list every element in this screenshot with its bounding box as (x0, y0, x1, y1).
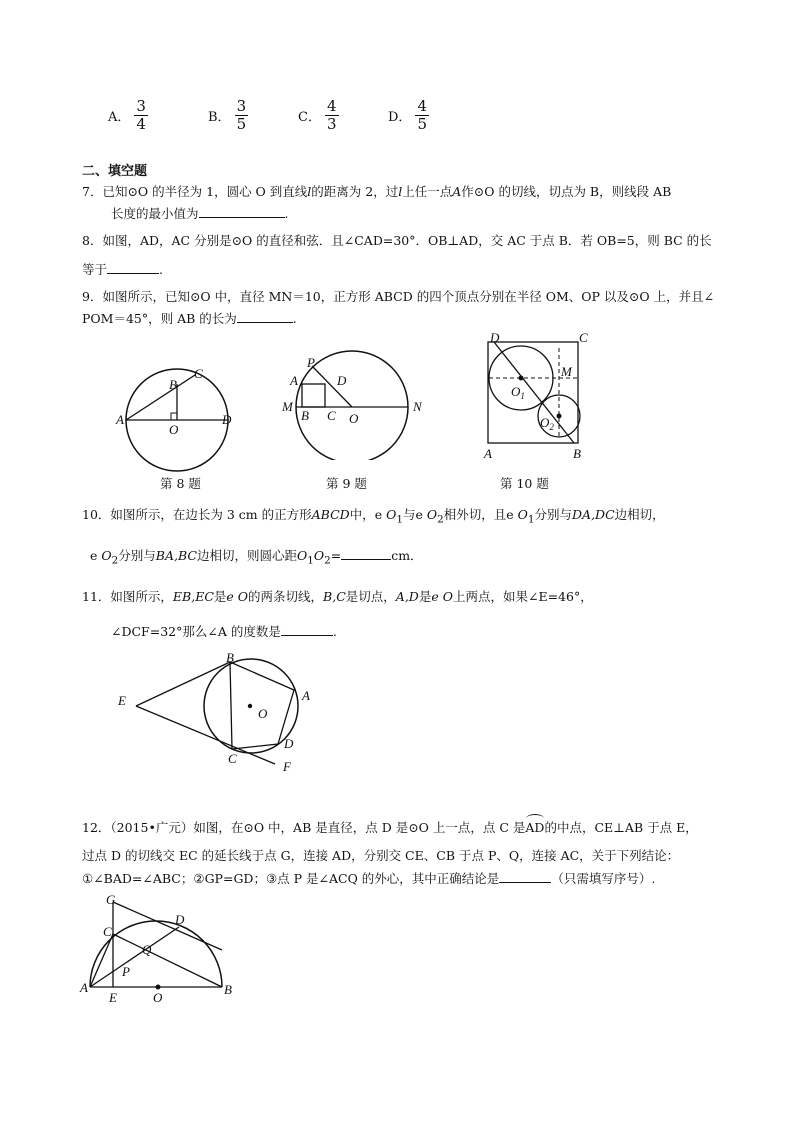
answer-blank[interactable] (237, 310, 293, 323)
question-11-line-2: ∠DCF=32°那么∠A 的度数是 . (111, 624, 337, 639)
label-o: O (349, 411, 359, 426)
arc-ad: AD (525, 820, 544, 835)
label-p: P (122, 964, 130, 979)
label-a: A (484, 446, 492, 461)
figure-11 (112, 650, 322, 775)
figure-10 (478, 330, 598, 462)
label-c: C (194, 366, 203, 381)
label-c: C (228, 751, 237, 766)
option-a: A． $\frac{3}{4}$ (108, 97, 146, 133)
caption-figure-9: 第 9 题 (326, 476, 367, 491)
label-m: M (561, 364, 572, 379)
figure-8 (115, 362, 240, 472)
label-f: F (283, 759, 291, 774)
label-o: O (153, 990, 163, 1005)
label-b: B (169, 377, 177, 392)
section-title: 二、填空题 (82, 164, 148, 179)
label-c: C (579, 330, 588, 345)
option-d: D． $\frac{4}{5}$ (388, 97, 427, 133)
fraction: $\frac{4}{5}$ (417, 97, 427, 133)
fraction: $\frac{3}{5}$ (236, 97, 247, 133)
answer-blank[interactable] (499, 870, 551, 883)
label-n: N (413, 399, 422, 414)
option-b: B． $\frac{3}{5}$ (208, 97, 247, 133)
question-9-line-1: 9．如图所示，已知⊙O 中，直径 MN＝10，正方形 ABCD 的四个顶点分别在半径 OM、OP 以及⊙O 上，并且∠ (82, 289, 715, 304)
question-12-line-2: 过点 D 的切线交 EC 的延长线于点 G，连接 AD，分别交 CE、CB 于点 P、Q，连接 AC，关于下列结论： (82, 848, 680, 863)
label-o2: $O_2$ (540, 415, 554, 432)
label-b: B (301, 408, 309, 423)
caption-figure-8: 第 8 题 (160, 476, 201, 491)
label-a: A (116, 412, 124, 427)
label-b: B (573, 446, 581, 461)
label-e: E (109, 990, 117, 1005)
label-m: M (282, 399, 293, 414)
fraction: $\frac{4}{3}$ (326, 97, 337, 133)
option-c: C． $\frac{4}{3}$ (298, 97, 337, 133)
label-b: B (224, 982, 232, 997)
label-o1: $O_1$ (511, 384, 525, 401)
caption-figure-10: 第 10 题 (500, 476, 549, 491)
label-d: D (490, 330, 500, 345)
label-q: Q (142, 942, 152, 957)
label-d: D (284, 736, 294, 751)
label-c: C (327, 408, 336, 423)
answer-blank[interactable] (281, 623, 333, 636)
label-a: A (290, 373, 298, 388)
question-7-line-1: 7．已知⊙O 的半径为 1，圆心 O 到直线l的距离为 2，过l上任一点A作⊙O 的切线，切点为 B，则线段 AB (82, 184, 672, 199)
question-10-line-2: e $O_2$分别与BA,BC边相切，则圆心距$O_1O_2=$ cm． (90, 548, 423, 567)
question-11-line-1: 11．如图所示，EB,EC是e O的两条切线，B,C是切点，A,D是e O上两点，如果∠E=46°， (82, 589, 593, 604)
label-b: B (226, 650, 234, 665)
question-10-line-1: 10．如图所示，在边长为 3 cm 的正方形ABCD中，e $O_1$与e $O_2$相外切，且e $O_1$分别与DA,DC边相切， (82, 507, 665, 526)
label-a: A (302, 688, 310, 703)
fraction: $\frac{3}{4}$ (136, 97, 146, 133)
question-8-line-1: 8．如图，AD，AC 分别是⊙O 的直径和弦．且∠CAD=30°．OB⊥AD，交 AC 于点 B．若 OB=5，则 BC 的长 (82, 233, 712, 248)
question-7-line-2: 长度的最小值为 . (111, 206, 289, 221)
label-c: C (103, 924, 112, 939)
label-e: E (118, 693, 126, 708)
label-d: D (337, 373, 347, 388)
label-p: P (307, 355, 315, 370)
question-12-line-1: 12．（2015•广元）如图，在⊙O 中，AB 是直径，点 D 是⊙O 上一点，点 C 是 AD的中点，CE⊥AB 于点 E， (82, 818, 698, 836)
answer-blank[interactable] (199, 205, 285, 218)
label-g: G (106, 892, 116, 907)
label-d: D (222, 412, 232, 427)
arc-symbol (526, 814, 544, 823)
label-o: O (258, 706, 268, 721)
question-12-line-3: ①∠BAD=∠ABC；②GP=GD；③点 P 是∠ACQ 的外心，其中正确结论是 （只需填写序号）. (82, 871, 656, 886)
label-d: D (175, 912, 185, 927)
figure-12 (78, 892, 238, 1010)
label-a: A (80, 980, 88, 995)
label-o: O (169, 422, 179, 437)
question-9-line-2: POM＝45°，则 AB 的长为 . (82, 311, 297, 326)
figure-9 (280, 345, 430, 460)
question-8-line-2: 等于 . (82, 262, 163, 277)
answer-blank[interactable] (107, 261, 159, 274)
answer-blank[interactable] (341, 547, 391, 560)
